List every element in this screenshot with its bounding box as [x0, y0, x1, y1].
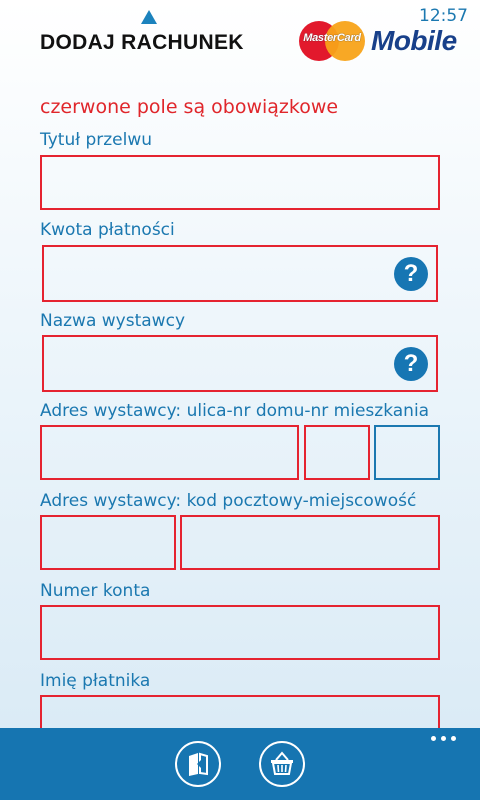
question-icon[interactable]: ? [394, 257, 428, 291]
logo-mobile-text: Mobile [371, 25, 457, 56]
street-field[interactable] [40, 425, 299, 480]
issuer-address-label: Adres wystawcy: ulica-nr domu-nr mieszkania [40, 401, 430, 421]
required-note: czerwone pole są obowiązkowe [40, 96, 339, 118]
amount-field[interactable] [42, 245, 438, 302]
payer-name-label: Imię płatnika [40, 671, 151, 691]
ellipsis-icon[interactable] [431, 736, 456, 741]
logo-mastercard-text: MasterCard [303, 32, 361, 44]
account-number-field[interactable] [40, 605, 440, 660]
app-bar [0, 728, 480, 800]
issuer-name-label: Nazwa wystawcy [40, 311, 185, 331]
page-title: DODAJ RACHUNEK [40, 31, 244, 54]
house-number-field[interactable] [304, 425, 370, 480]
transfer-title-label: Tytuł przelwu [40, 130, 153, 150]
basket-icon[interactable] [259, 741, 305, 787]
question-icon[interactable]: ? [394, 347, 428, 381]
account-label: Numer konta [40, 581, 151, 601]
transfer-title-field[interactable] [40, 155, 440, 210]
issuer-name-field[interactable] [42, 335, 438, 392]
mastercard-mobile-logo [297, 19, 467, 65]
amount-label: Kwota płatności [40, 220, 175, 240]
postal-code-field[interactable] [40, 515, 176, 570]
up-arrow-icon[interactable] [141, 10, 157, 24]
city-field[interactable] [180, 515, 440, 570]
status-time: 12:57 [419, 6, 468, 26]
apartment-number-field[interactable] [374, 425, 440, 480]
book-icon[interactable] [175, 741, 221, 787]
issuer-postal-label: Adres wystawcy: kod pocztowy-miejscowość [40, 491, 417, 511]
